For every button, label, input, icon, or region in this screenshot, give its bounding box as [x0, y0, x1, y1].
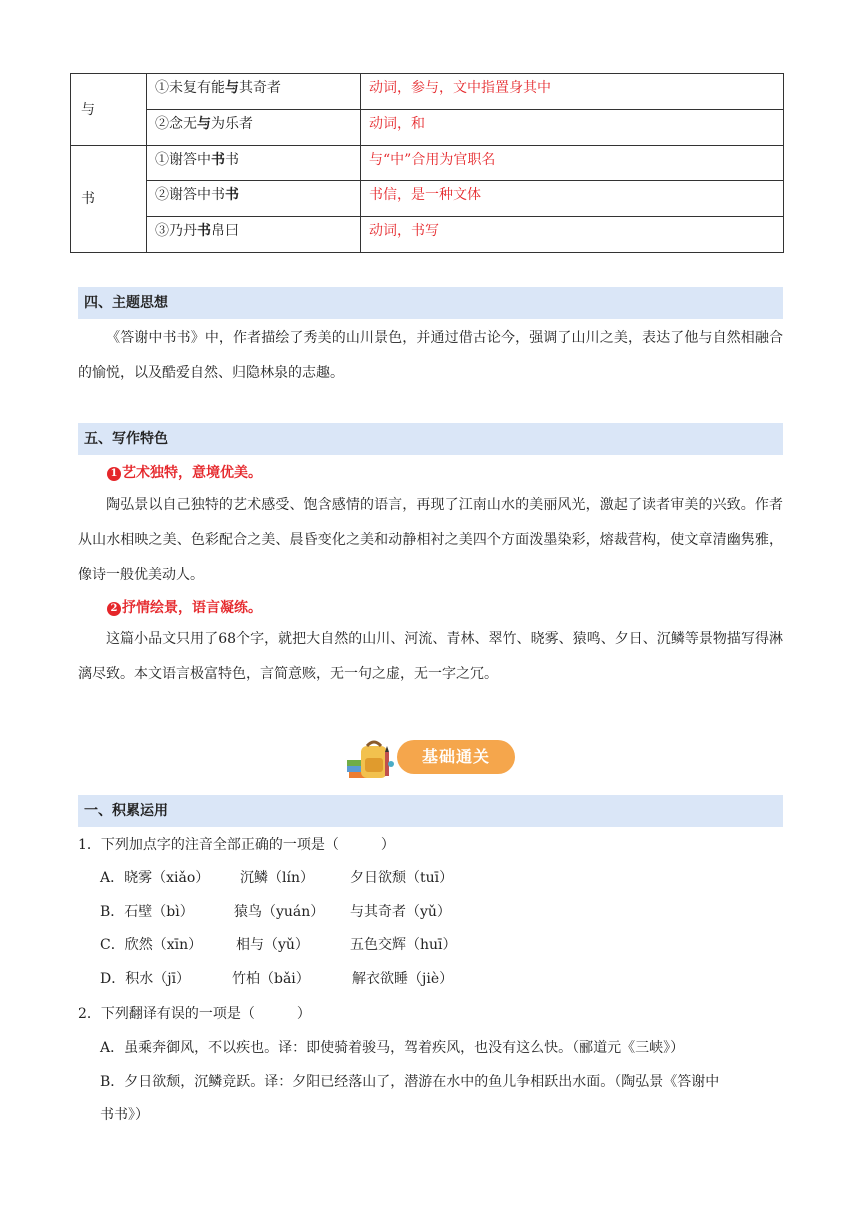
- question-1-option-a[interactable]: A．晓雾（xiǎo） 沉鳞（lín） 夕日欲颓（tuī）: [100, 870, 454, 886]
- table-example: ②念无与为乐者: [147, 110, 361, 146]
- feature-subheading-1: 1 艺术独特，意境优美。: [107, 463, 262, 483]
- table-example: ①谢答中书书: [147, 146, 361, 181]
- table-row: [71, 146, 784, 181]
- table-meaning: 动词，和: [361, 110, 784, 146]
- table-char-yu: 与: [71, 74, 147, 146]
- question-1-option-c[interactable]: C．欣然（xīn） 相与（yǔ） 五色交辉（huī）: [100, 937, 457, 953]
- feature-subheading-2: 2 抒情绘景，语言凝练。: [107, 598, 262, 618]
- table-char-shu: 书: [71, 146, 147, 253]
- section-heading-theme: 四、主题思想: [78, 287, 783, 319]
- number-badge: 2: [107, 602, 121, 616]
- feature-paragraph-2: 这篇小品文只用了68个字，就把大自然的山川、河流、青林、翠竹、晓雾、猿鸣、夕日、沉鳞等景物描写得淋漓尽致。本文语言极富特色，言简意赅，无一句之虚，无一字之冗。: [78, 631, 783, 682]
- question-1-option-b[interactable]: B．石壁（bì） 猿鸟（yuán） 与其奇者（yǔ）: [100, 904, 451, 920]
- table-row: [71, 181, 784, 217]
- question-2-option-a[interactable]: A．虽乘奔御风，不以疾也。译：即使骑着骏马，驾着疾风，也没有这么快。（郦道元《三峡》）: [100, 1040, 685, 1056]
- theme-paragraph: 《答谢中书书》中，作者描绘了秀美的山川景色，并通过借古论今，强调了山川之美，表达了他与自然相融合的愉悦，以及酷爱自然、归隐林泉的志趣。: [78, 330, 783, 381]
- vocabulary-table: [70, 73, 784, 253]
- section-banner: [345, 736, 517, 782]
- table-example: ③乃丹书帛曰: [147, 217, 361, 253]
- question-1-option-d[interactable]: D．积水（jī） 竹柏（bǎi） 解衣欲睡（jiè）: [100, 971, 454, 987]
- table-meaning: 书信，是一种文体: [361, 181, 784, 217]
- table-example: ①未复有能与其奇者: [147, 74, 361, 110]
- school-bag-icon: [345, 736, 397, 782]
- table-row: [71, 110, 784, 146]
- table-row: [71, 74, 784, 110]
- table-example: ②谢答中书书: [147, 181, 361, 217]
- question-2-option-b[interactable]: B．夕日欲颓，沉鳞竞跃。译：夕阳已经落山了，潜游在水中的鱼儿争相跃出水面。（陶弘景《答谢中: [100, 1074, 720, 1090]
- table-meaning: 动词，参与，文中指置身其中: [361, 74, 784, 110]
- table-meaning: 与“中”合用为官职名: [361, 146, 784, 181]
- feature-paragraph-1: 陶弘景以自己独特的艺术感受、饱含感情的语言，再现了江南山水的美丽风光，激起了读者审美的兴致。作者从山水相映之美、色彩配合之美、晨昏变化之美和动静相衬之美四个方面泼墨染彩，熔裁营构，使文章清幽隽雅，像诗一般优美动人。: [78, 497, 783, 583]
- banner-label: 基础通关: [397, 740, 515, 774]
- section-heading-practice: 一、积累运用: [78, 795, 783, 827]
- question-1-stem: 1．下列加点字的注音全部正确的一项是（ ）: [78, 837, 395, 853]
- table-meaning: 动词，书写: [361, 217, 784, 253]
- question-2-option-b-cont: 书书》）: [100, 1107, 149, 1123]
- number-badge: 1: [107, 467, 121, 481]
- table-row: [71, 217, 784, 253]
- section-heading-features: 五、写作特色: [78, 423, 783, 455]
- question-2-stem: 2．下列翻译有误的一项是（ ）: [78, 1006, 311, 1022]
